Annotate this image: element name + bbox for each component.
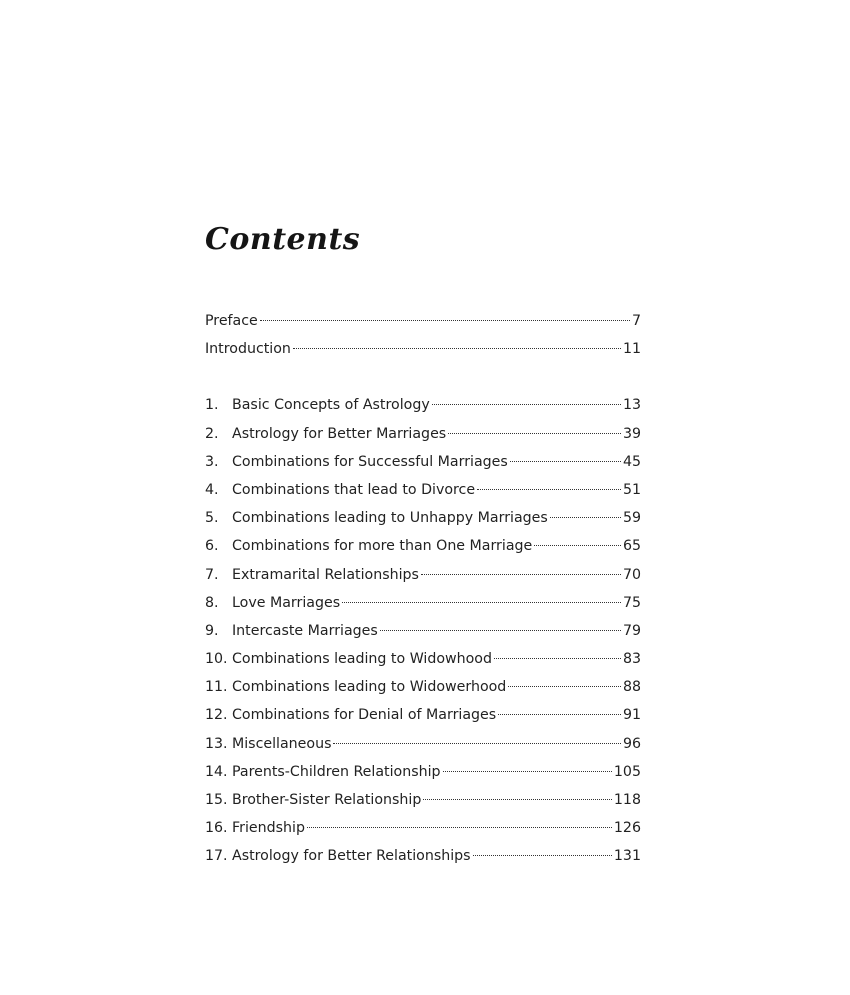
dot-leader — [508, 686, 621, 687]
dot-leader — [333, 743, 620, 744]
toc-entry-label: Combinations for Successful Marriages — [232, 453, 508, 470]
toc-entry-page: 7 — [631, 313, 641, 329]
chapter-number: 16. — [205, 820, 228, 837]
toc-entry-chapter — [205, 786, 641, 814]
dot-leader — [423, 799, 612, 800]
toc-entry-label: Friendship — [232, 820, 305, 837]
chapter-list — [205, 391, 641, 870]
toc-entry-label: Combinations that lead to Divorce — [232, 481, 476, 498]
toc-entry-chapter — [205, 532, 641, 560]
toc-entry-label: Astrology for Better Relationships — [232, 848, 471, 865]
chapter-number: 10. — [205, 651, 228, 668]
toc-entry-chapter — [205, 701, 641, 729]
toc-entry-page: 105 — [613, 763, 641, 780]
toc-entry-introduction — [205, 335, 641, 363]
toc-entry-page: 118 — [613, 792, 641, 808]
dot-leader — [342, 602, 621, 603]
toc-entry-label: Miscellaneous — [232, 735, 332, 752]
dot-leader — [494, 658, 621, 659]
toc-entry-page: 70 — [622, 566, 641, 583]
toc-entry-label: Combinations leading to Widowhood — [232, 651, 492, 668]
dot-leader — [432, 404, 621, 405]
dot-leader — [421, 574, 621, 575]
dot-leader — [307, 827, 612, 828]
toc-entry-label: Love Marriages — [232, 594, 341, 611]
chapter-number: 11. — [205, 679, 228, 696]
dot-leader — [293, 348, 621, 349]
table-of-contents — [205, 307, 641, 871]
toc-entry-chapter — [205, 814, 641, 842]
toc-entry-page: 51 — [622, 481, 641, 498]
toc-entry-preface — [205, 307, 641, 335]
chapter-number: 9. — [205, 622, 219, 639]
toc-entry-chapter — [205, 673, 641, 701]
toc-entry-page: 65 — [622, 538, 641, 555]
toc-entry-page: 59 — [622, 510, 641, 527]
chapter-number: 1. — [205, 397, 219, 414]
toc-entry-label: Combinations leading to Unhappy Marriages — [232, 510, 548, 527]
toc-entry-chapter — [205, 645, 641, 673]
toc-entry-page: 96 — [622, 735, 641, 752]
toc-entry-page: 75 — [622, 594, 641, 611]
chapter-number: 7. — [205, 566, 219, 583]
toc-entry-label: Combinations leading to Widowerhood — [232, 679, 507, 696]
toc-entry-page: 79 — [622, 622, 641, 639]
toc-entry-page: 11 — [622, 341, 641, 358]
toc-entry-label: Basic Concepts of Astrology — [232, 397, 430, 414]
dot-leader — [448, 433, 621, 434]
toc-entry-chapter — [205, 504, 641, 532]
dot-leader — [380, 630, 621, 631]
toc-entry-chapter — [205, 589, 641, 617]
chapter-number: 4. — [205, 481, 219, 498]
toc-entry-chapter — [205, 561, 641, 589]
dot-leader — [260, 320, 630, 321]
toc-entry-label: Extramarital Relationships — [232, 566, 419, 583]
chapter-number: 12. — [205, 707, 228, 724]
dot-leader — [477, 489, 621, 490]
toc-entry-label: Introduction — [205, 341, 291, 358]
toc-entry-page: 13 — [622, 397, 641, 414]
dot-leader — [534, 545, 621, 546]
chapter-number: 13. — [205, 735, 228, 752]
toc-entry-page: 131 — [613, 848, 641, 865]
toc-entry-page: 88 — [622, 679, 641, 696]
chapter-number: 6. — [205, 538, 219, 555]
toc-entry-label: Combinations for Denial of Marriages — [232, 707, 497, 724]
toc-entry-chapter — [205, 420, 641, 448]
toc-entry-label: Astrology for Better Marriages — [232, 425, 447, 442]
chapter-number: 8. — [205, 594, 219, 611]
chapter-number: 17. — [205, 848, 228, 865]
chapter-number: 5. — [205, 510, 219, 527]
dot-leader — [510, 461, 621, 462]
toc-entry-page: 39 — [622, 425, 641, 442]
toc-entry-chapter — [205, 842, 641, 870]
toc-entry-chapter — [205, 758, 641, 786]
toc-entry-chapter — [205, 476, 641, 504]
toc-entry-chapter — [205, 448, 641, 476]
toc-entry-label: Brother-Sister Relationship — [232, 792, 422, 808]
toc-entry-label: Intercaste Marriages — [232, 622, 378, 639]
toc-entry-page: 83 — [622, 651, 641, 668]
page-title: Contents — [205, 222, 361, 257]
dot-leader — [473, 855, 612, 856]
dot-leader — [550, 517, 621, 518]
toc-entry-page: 126 — [613, 820, 641, 837]
toc-entry-page: 45 — [622, 453, 641, 470]
chapter-number: 2. — [205, 425, 219, 442]
toc-entry-chapter — [205, 730, 641, 758]
toc-entry-page: 91 — [622, 707, 641, 724]
toc-entry-label: Preface — [205, 313, 258, 329]
dot-leader — [498, 714, 621, 715]
toc-entry-label: Combinations for more than One Marriage — [232, 538, 533, 555]
chapter-number: 15. — [205, 792, 228, 808]
chapter-number: 3. — [205, 453, 219, 470]
chapter-number: 14. — [205, 763, 228, 780]
toc-entry-label: Parents-Children Relationship — [232, 763, 441, 780]
dot-leader — [443, 771, 612, 772]
toc-entry-chapter — [205, 617, 641, 645]
toc-entry-chapter — [205, 391, 641, 419]
